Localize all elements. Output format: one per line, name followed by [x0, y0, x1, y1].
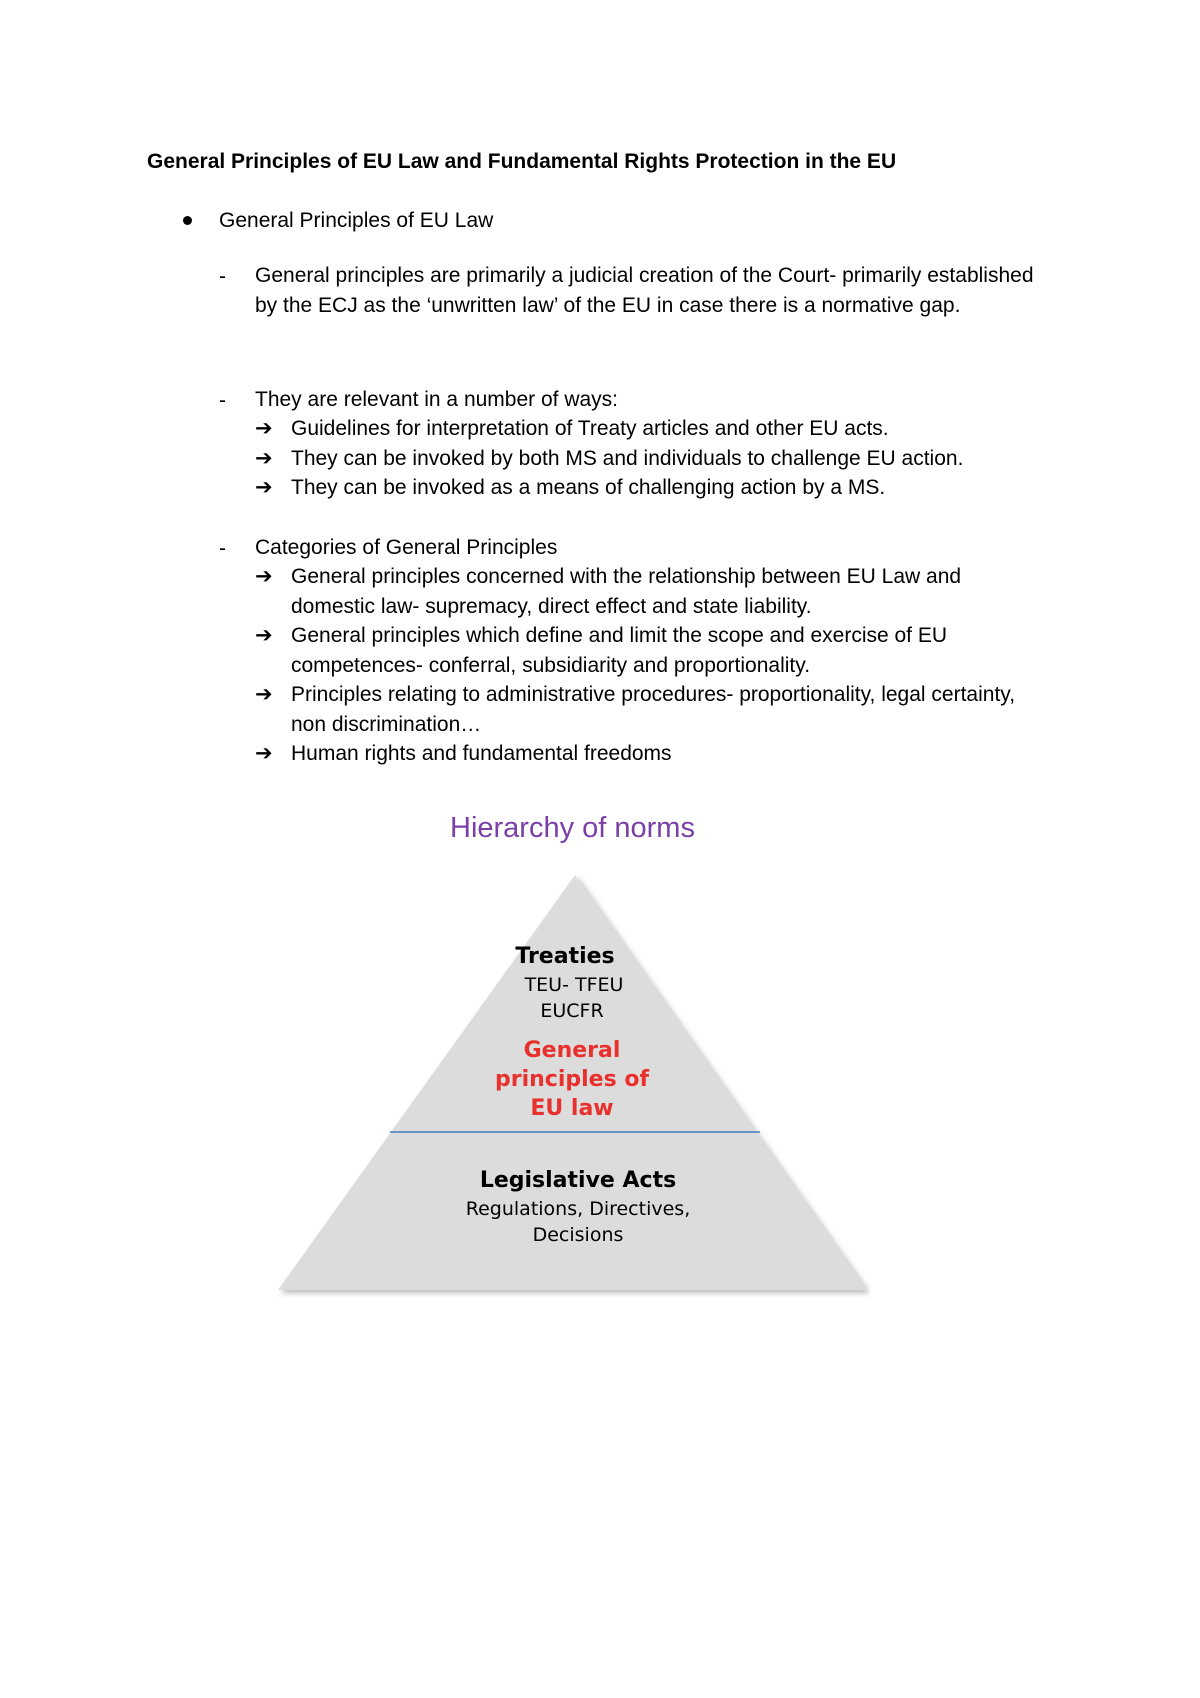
- top-tier-line: EUCFR: [540, 1000, 604, 1022]
- arrow-item-text: Principles relating to administrative procedures- proportionality, legal certainty, non discrimination…: [291, 683, 1016, 736]
- top-tier-line: TEU- TFEU: [524, 974, 624, 996]
- bottom-tier-line: Regulations, Directives,: [465, 1198, 691, 1220]
- arrow-right-icon: ➔: [255, 565, 273, 588]
- arrow-right-icon: ➔: [255, 742, 273, 765]
- arrow-right-icon: ➔: [255, 624, 273, 647]
- arrow-item: [255, 621, 1035, 680]
- arrow-item-text: Human rights and fundamental freedoms: [291, 742, 672, 765]
- arrow-list: [255, 414, 1035, 503]
- arrow-item: [255, 680, 1035, 739]
- dash-mark: -: [219, 389, 226, 412]
- bottom-tier-heading: Legislative Acts: [479, 1168, 677, 1193]
- hierarchy-pyramid: [270, 870, 870, 1300]
- arrow-right-icon: ➔: [255, 476, 273, 499]
- arrow-right-icon: ➔: [255, 446, 273, 470]
- bottom-tier-line: Decisions: [532, 1224, 624, 1246]
- arrow-item: [255, 444, 1035, 474]
- dash-mark: -: [219, 265, 226, 288]
- arrow-item: [255, 414, 1035, 444]
- highlight-line: principles of: [494, 1067, 650, 1092]
- section-heading: General Principles of EU Law: [219, 209, 494, 232]
- arrow-right-icon: ➔: [255, 417, 273, 440]
- page-title: General Principles of EU Law and Fundamental Rights Protection in the EU: [147, 150, 897, 173]
- highlight-line: EU law: [530, 1096, 614, 1121]
- arrow-item-text: They can be invoked by both MS and individuals to challenge EU action.: [291, 446, 964, 470]
- arrow-item-text: Guidelines for interpretation of Treaty articles and other EU acts.: [291, 417, 889, 440]
- diagram-title: Hierarchy of norms: [450, 812, 695, 844]
- arrow-item: [255, 473, 1035, 503]
- dash-mark: -: [219, 537, 226, 560]
- arrow-right-icon: ➔: [255, 683, 273, 706]
- top-tier-heading: Treaties: [515, 944, 615, 969]
- arrow-item-text: They can be invoked as a means of challenging action by a MS.: [291, 476, 886, 499]
- bullet-dot-icon: [183, 216, 192, 225]
- dash-item-text: General principles are primarily a judicial creation of the Court- primarily established by the ECJ as the ‘unwritten law’ of the EU in case there is a normative gap.: [255, 264, 1034, 317]
- highlight-line: General: [523, 1038, 621, 1063]
- arrow-item-text: General principles concerned with the relationship between EU Law and domestic law- supremacy, direct effect and state liability.: [291, 565, 962, 618]
- arrow-list: [255, 562, 1035, 769]
- arrow-item: [255, 739, 1035, 769]
- arrow-item: [255, 562, 1035, 621]
- dash-item-text: They are relevant in a number of ways:: [255, 388, 619, 411]
- arrow-item-text: General principles which define and limit the scope and exercise of EU competences- conferral, subsidiarity and proportionality.: [291, 624, 948, 677]
- dash-item-text: Categories of General Principles: [255, 536, 558, 559]
